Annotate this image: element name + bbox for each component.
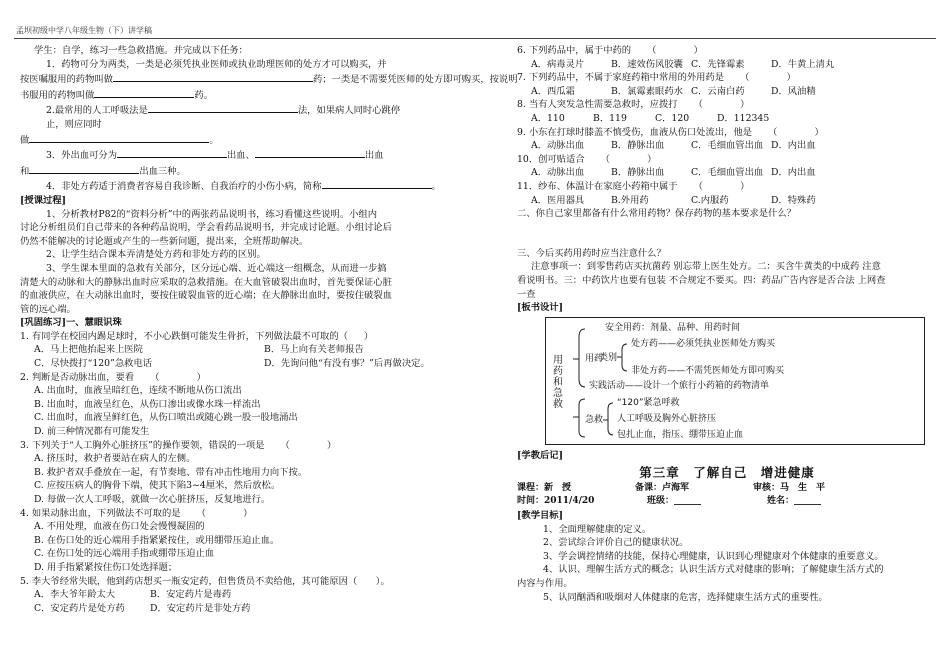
text-segment: D. 用手指紧紧按住伤口处选择题； (34, 561, 178, 573)
text-segment: 仍然不能解决的讨论题或产生的一些新问题，提出来，全班帮助解决。 (20, 235, 309, 247)
option: B．静脉出血 (611, 140, 665, 152)
chapter-title: 第三章 了解自己 增进健康 (639, 465, 815, 481)
text-segment: 。 (209, 134, 219, 146)
text-line (20, 178, 490, 194)
header-rule (14, 38, 936, 39)
text-line (20, 575, 490, 589)
text-segment: 7. 下列药品中，不属于家庭药箱中常用的外用药是 (517, 72, 725, 84)
text-segment: [板书设计] (517, 302, 563, 314)
text-line (20, 479, 490, 493)
option-row (20, 343, 490, 357)
text-segment: 2. 判断是否动脉出血，要看 (20, 371, 135, 383)
text-segment: [授课过程] (20, 194, 66, 206)
option: B．安定药片是毒药 (150, 589, 232, 601)
meta-course: 课程：新 授 (517, 482, 572, 493)
text-segment: A. 出血时，血液呈暗红色，连续不断地从伤口流出 (34, 385, 242, 397)
board-practice: 实践活动——设计一个旅行小药箱的药物清单 (589, 380, 770, 391)
option: D．内出血 (771, 167, 816, 179)
text-segment: 学生：自学，练习一些急救措施。并完成以下任务： (34, 45, 248, 56)
answer-parens: （ ） (280, 439, 337, 451)
left-column (20, 44, 518, 615)
text-segment: 的血液供应，在大动脉出血时，要按住破裂血管的近心端；在大静脉出血时，要按住破裂血 (20, 290, 392, 302)
text-line (517, 180, 937, 194)
page-header: 孟坝初级中学八年级生物（下）讲学稿 (16, 26, 152, 35)
text-line (20, 132, 490, 148)
board-diagram (545, 317, 925, 445)
board-category: 类别 (599, 352, 618, 363)
bracket-category (622, 344, 627, 371)
option-row (20, 602, 490, 616)
option: B．马上向有关老师报告 (264, 344, 364, 356)
text-line (20, 452, 490, 466)
option: A．李大爷年龄太大 (34, 589, 116, 601)
text-line (20, 248, 490, 262)
text-line (20, 466, 490, 480)
option: C．安定药片是处方药 (34, 602, 125, 614)
text-segment: 清楚大的动脉和大的静脉出血时应采取的急救措施。在大血管破裂出血时，首先要保证心脏 (20, 276, 392, 288)
option: A．医用器具 (531, 194, 585, 206)
text-segment: A. 挤压时，救护者要站在病人的左侧。 (34, 453, 196, 465)
text-line (20, 425, 490, 439)
text-segment: B. 救护者双手叠放在一起，有节奏地、带有冲击性地用力向下按。 (34, 466, 308, 478)
goal-5: 5、认同酗酒和吸烟对人体健康的危害，选择健康生活方式的重要性。 (543, 591, 828, 603)
option: B.外用药 (611, 194, 649, 206)
meta-name: 姓名：______ (767, 496, 822, 507)
text-line (20, 398, 490, 412)
answer-parens: （ ） (600, 153, 657, 165)
board-vertical-label: 用药和急救 (553, 354, 563, 410)
option: C．毛细血管出血 (691, 167, 764, 179)
option: D．牛黄上清丸 (771, 58, 835, 70)
meta-reviewed: 审核：马 生 平 (753, 482, 826, 493)
option: A．动脉出血 (531, 140, 585, 152)
fill-blank (148, 102, 298, 113)
text-segment: 按医嘱服用的药物叫做 (20, 74, 113, 86)
text-segment: 4．非处方药适于消费者容易自我诊断、自我治疗的小伤小病，简称 (46, 181, 322, 193)
spacer (517, 221, 937, 234)
text-line (517, 153, 937, 167)
text-segment: 5. 李大爷经常失眠，他到药店想买一瓶安定药，但售货员不卖给他，其可能原因（ ）。 (20, 575, 390, 587)
text-segment: 看说明书。三：中药饮片也要有包装 不合规定不要买。四：药品广告内容是否合法 上网查 (517, 274, 886, 286)
goals-heading: [教学目标] (517, 510, 563, 522)
section-heading (20, 194, 490, 208)
meta-prepared: 备课：卢海军 (635, 482, 690, 493)
option: A．西瓜霜 (531, 85, 575, 97)
board-aid-2: 人工呼吸及胸外心脏挤压 (617, 413, 717, 424)
section-heading (20, 316, 490, 330)
text-line (20, 330, 490, 344)
text-line (20, 276, 490, 290)
text-line (20, 561, 490, 575)
text-line (20, 303, 490, 317)
option: D．112345 (717, 112, 770, 124)
option-row (517, 139, 937, 153)
option: B．速效伤风胶囊 (611, 58, 683, 70)
option: B．119 (593, 112, 627, 124)
text-line (20, 235, 490, 249)
text-segment: 做 (20, 134, 30, 146)
text-segment: 一查 (517, 288, 536, 300)
option-row (517, 112, 937, 126)
option: A．病毒灵片 (531, 58, 585, 70)
text-segment: 1. 有同学在校园内踢足球时，不小心跌倒可能发生骨折，下列做法最不可取的（ (20, 330, 348, 342)
option-row (20, 588, 490, 602)
goal-4-cont: 内容与作用。 (517, 578, 573, 590)
text-segment: 二、你自己家里都备有什么常用药物？保存药物的基本要求是什么？ (517, 208, 796, 220)
text-line (517, 44, 937, 58)
option: D．先询问他“有没有事？”后再做决定。 (264, 358, 430, 370)
text-segment: 药；一类是不需要凭医师的处方即可购买，按说明 (312, 74, 518, 86)
answer-parens: （ ） (693, 99, 750, 111)
text-line (20, 87, 490, 103)
board-use: 用药 (585, 353, 604, 364)
text-line (517, 260, 937, 274)
text-segment: 3. 下列关于“人工胸外心脏挤压”的操作要领，错误的一项是 (20, 439, 265, 451)
section-heading (517, 301, 937, 315)
option-row (517, 194, 937, 208)
text-line (20, 102, 490, 118)
option-row (20, 357, 490, 371)
text-segment: 10．创可贴适合 (517, 153, 585, 165)
text-line (517, 288, 937, 302)
option: A．动脉出血 (531, 167, 585, 179)
text-segment: 注意事项一：到零售药店买抗菌药 别忘带上医生处方。二：买含牛黄类的中成药 注意 (531, 261, 881, 273)
fill-blank (117, 147, 227, 158)
text-line (517, 247, 937, 261)
text-line (20, 147, 490, 163)
text-segment: 讨论分析组员们自己带来的各种药品说明，学会看药品说明书，并完成讨论题。小组讨论后 (20, 222, 392, 234)
text-segment: 8. 当有人突发急性需要急救时，应拨打 (517, 99, 678, 111)
text-segment: 出血 (364, 150, 384, 162)
board-aid-3: 包扎止血，指压、绷带压迫止血 (617, 429, 744, 440)
option: D．特殊药 (771, 194, 816, 206)
text-line (517, 71, 937, 85)
goal-4: 4、认识、理解生活方式的概念；认识生活方式对健康的影响；了解健康生活方式的 (543, 564, 884, 576)
lesson-meta-2 (517, 495, 937, 509)
text-line (20, 520, 490, 534)
fill-blank (255, 147, 365, 158)
fill-blank (29, 163, 139, 174)
text-segment: 药。 (194, 89, 213, 101)
answer-parens: （ ） (767, 126, 824, 138)
text-segment: D. 每做一次人工呼吸，就做一次心脏挤压，反复地进行。 (34, 494, 271, 505)
option: B．氯霉素眼药水 (611, 85, 683, 97)
board-rx: 处方药——必须凭执业医师处方购买 (631, 338, 776, 349)
option: D．风油精 (771, 85, 816, 97)
answer-parens: （ ） (740, 72, 796, 84)
text-line (20, 384, 490, 398)
right-column (517, 44, 937, 604)
bracket-aid-items (608, 403, 613, 435)
answer-parens: （ ） (196, 507, 253, 519)
text-segment: B. 在伤口处的近心端用手指紧紧按住，或用绷带压迫止血。 (34, 534, 280, 546)
text-line (517, 207, 937, 221)
fill-blank (94, 87, 194, 98)
text-segment: 出血三种。 (139, 165, 186, 177)
text-segment: 。 (431, 181, 441, 193)
text-line (20, 371, 490, 385)
text-segment: 出血、 (227, 150, 255, 162)
text-line (20, 221, 490, 235)
text-segment: 2.最常用的人工呼吸法是 (46, 105, 148, 117)
text-segment: [巩固练习]一、慧眼识珠 (20, 317, 122, 329)
option: C．尽快拨打“120”急救电话 (34, 358, 153, 370)
spacer (517, 234, 937, 247)
text-segment: C. 在伤口处的远心端用手指或绷带压迫止血 (34, 548, 215, 560)
text-segment: C. 应按压病人的胸骨下端，使其下陷3~4厘米，然后放松。 (34, 480, 281, 492)
board-otc: 非处方药——不需凭医师处方即可购买 (631, 365, 785, 376)
text-segment: A. 不用处理，血液在伤口处会慢慢凝固的 (34, 521, 205, 533)
fill-blank (29, 132, 209, 143)
option-row (517, 58, 937, 72)
text-segment: 6. 下列药品中，属于中药的 (517, 45, 632, 56)
goal-1: 1、全面理解健康的定义。 (543, 523, 652, 535)
text-segment: C. 出血时，血液呈鲜红色，从伤口喷出或随心跳一股一股地涌出 (34, 412, 298, 424)
text-line (20, 262, 490, 276)
text-segment: 三、今后买药用药时应当注意什么？ (517, 247, 666, 259)
lesson-meta-1 (517, 482, 937, 496)
text-line (20, 493, 490, 507)
text-segment: 书服用的药物叫做 (20, 89, 95, 101)
text-line (20, 411, 490, 425)
text-segment: 3、学生课本里面的急救有关部分，区分远心端、近心端这一组概念，从而进一步搞 (46, 262, 387, 274)
board-safe: 安全用药：剂量、品种、用药时间 (605, 322, 741, 333)
answer-parens: （ ） (647, 45, 703, 56)
option: C．先锋霉素 (691, 58, 745, 70)
goal-3: 3、学会调控情绪的技能，保持心理健康，认识到心理健康对个体健康的重要意义。 (543, 550, 884, 562)
text-segment: 11．纱布、体温计在家庭小药箱中属于 (517, 180, 678, 192)
text-segment: 1．药物可分为两类，一类是必须凭执业医师或执业助理医师的处方才可以购买，并 (46, 58, 387, 70)
text-line (20, 118, 490, 132)
option: D．安定药片是非处方药 (150, 602, 251, 614)
option: A．马上把他抬起来上医院 (34, 344, 143, 356)
board-aid-1: “120”紧急呼救 (617, 397, 680, 408)
option-row (517, 166, 937, 180)
text-line (20, 547, 490, 561)
text-segment: D. 前三种情况都有可能发生 (34, 426, 150, 438)
goal-2: 2、尝试综合评价自己的健康状况。 (543, 537, 689, 549)
reflection-heading: [学教后记] (517, 449, 563, 461)
text-segment: 1、分析教材P82的“资料分析”中的两张药品说明书，练习看懂这些说明。小组内 (46, 208, 378, 220)
option: C．毛细血管出血 (691, 140, 764, 152)
meta-class: 班级：______ (647, 496, 702, 507)
answer-parens: ） (363, 330, 374, 342)
meta-date: 时间：2011/4/20 (517, 496, 595, 507)
text-segment: 3．外出血可分为 (46, 150, 117, 162)
text-segment: 9. 小东在打球时膝盖不慎受伤，血液从伤口处流出，他是 (517, 126, 752, 138)
option: C．云南白药 (691, 85, 745, 97)
text-line (20, 58, 490, 72)
option: C.内服药 (691, 194, 729, 206)
text-line (20, 163, 490, 179)
text-line (517, 274, 937, 288)
answer-parens: （ ） (693, 180, 750, 192)
text-line (517, 98, 937, 112)
text-line (20, 289, 490, 303)
text-segment: 法，如果病人同时心跳停 (297, 105, 401, 117)
text-line (20, 44, 490, 58)
fill-blank (322, 178, 432, 189)
text-line (20, 507, 490, 521)
option: B．静脉出血 (611, 167, 665, 179)
option-row (517, 85, 937, 99)
text-segment: 止，则应同时 (46, 118, 102, 130)
option: D．内出血 (771, 140, 816, 152)
text-line (20, 71, 518, 87)
text-segment: 管的远心端。 (20, 303, 76, 315)
board-aid: 急救 (585, 414, 604, 425)
text-line (20, 534, 490, 548)
option: A．110 (531, 112, 565, 124)
text-segment: 4. 如果动脉出血，下列做法不可取的是 (20, 507, 181, 519)
right-questions (517, 44, 937, 315)
fill-blank (113, 71, 313, 82)
option: C．120 (655, 112, 690, 124)
answer-parens: （ ） (150, 371, 206, 383)
text-line (20, 208, 490, 222)
text-segment: B. 出血时，血液呈红色，从伤口渗出或像水珠一样流出 (34, 398, 261, 410)
text-line (517, 126, 937, 140)
text-line (20, 439, 490, 453)
text-segment: 和 (20, 165, 30, 177)
text-segment: 2、让学生结合课本弄清楚处方药和非处方药的区别。 (46, 249, 266, 261)
